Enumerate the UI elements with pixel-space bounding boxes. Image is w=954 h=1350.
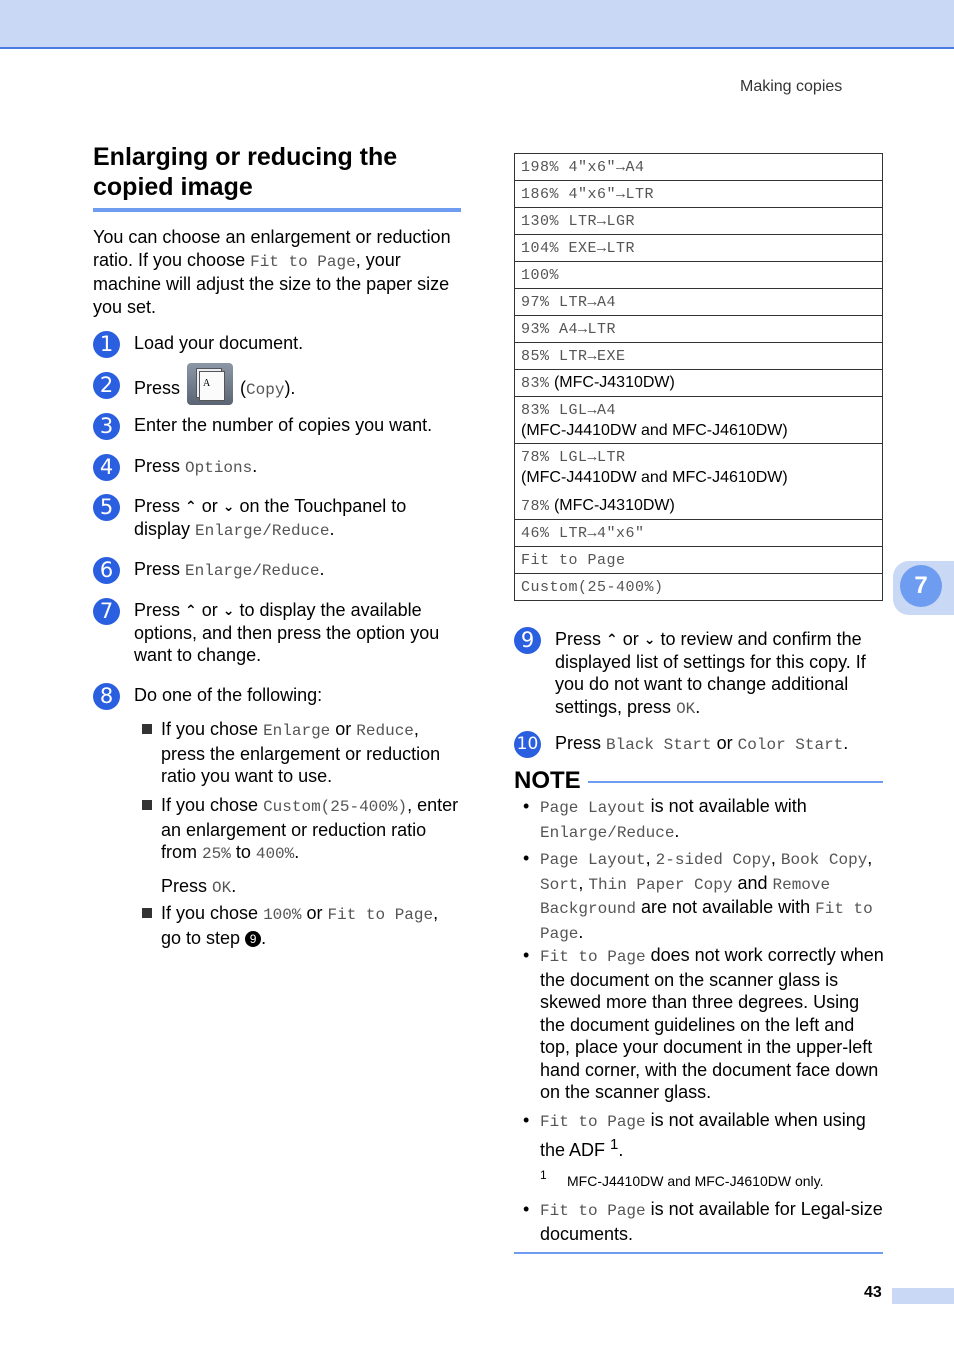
page-number-tab [892,1288,954,1304]
step-number-5: 5 [93,494,120,521]
chevron-down-icon: ⌄ [643,631,656,647]
step-2 [93,373,465,405]
note-bottom-rule [514,1252,883,1254]
chevron-up-icon: ⌃ [185,498,197,514]
note-item-4: • Fit to Page is not available when using the ADF $^1$. [523,1110,866,1160]
chevron-up-icon: ⌃ [185,602,197,618]
step-7 [93,599,465,667]
step-4-text: Press Options. [134,456,258,477]
step-1-text: Load your document. [134,333,304,353]
step-number-6: 6 [93,557,120,584]
note-heading: NOTE [514,767,581,794]
table-row: 130% LTR→LGR [515,208,883,235]
table-row: 97% LTR→A4 [515,289,883,316]
chapter-number: 7 [900,565,942,607]
bullet-dot-icon: • [523,945,530,965]
step-10 [514,732,894,757]
table-row: 100% [515,262,883,289]
step-2-text: Press A (Copy). [134,373,465,405]
table-row: Fit to Page [515,547,883,574]
table-row: 78% LGL→LTR (MFC-J4410DW and MFC-J4610DW) 78% (MFC-J4310DW) [515,444,883,520]
step-6-text: Press Enlarge/Reduce. [134,559,325,580]
step-number-1: 1 [93,331,120,358]
step-number-10: 10 [514,731,541,758]
chevron-up-icon: ⌃ [606,631,618,647]
section-heading [93,142,463,202]
step-9 [514,628,886,720]
square-bullet-icon [142,908,152,918]
table-row: 93% A4→LTR [515,316,883,343]
step-number-9: 9 [514,627,541,654]
table-row: Custom(25-400%) [515,574,883,601]
ratio-table [514,153,883,601]
running-header: Making copies [740,78,843,95]
bullet-custom: If you chose Custom(25-400%), enter an enlargement or reduction ratio from 25% to 400%. Press OK. [142,794,462,899]
step-9-text: Press ⌃ or ⌄ to review and confirm the displayed list of settings for this copy. If you do not want to change additional settings, press OK. [555,629,866,718]
copy-button-icon: A [187,363,233,405]
press-ok-text: Press OK. [161,875,237,897]
square-bullet-icon [142,800,152,810]
step-number-2: 2 [93,372,120,399]
step-4 [93,455,465,480]
step-10-text: Press Black Start or Color Start. [555,733,849,754]
table-row: 46% LTR→4"x6" [515,520,883,547]
step-1 [93,332,465,355]
table-row: 85% LTR→EXE [515,343,883,370]
step-reference-icon: 9 [245,931,261,947]
bullet-dot-icon: • [523,848,530,868]
step-number-4: 4 [93,454,120,481]
step-8 [93,684,465,707]
bullet-dot-icon: • [523,796,530,816]
table-row: 198% 4"x6"→A4 [515,154,883,181]
footnote-marker: 1 [610,1135,619,1153]
table-row: 186% 4"x6"→LTR [515,181,883,208]
step-5-text: Press ⌃ or ⌄ on the Touchpanel to display Enlarge/Reduce. [134,496,407,540]
footnote: 1 MFC-J4410DW and MFC-J4610DW only. [540,1168,824,1189]
step-7-text: Press ⌃ or ⌄ to display the available options, and then press the option you want to change. [134,600,440,665]
step-5 [93,495,465,542]
note-top-rule [588,781,883,783]
step-number-7: 7 [93,598,120,625]
bullet-dot-icon: • [523,1199,530,1219]
step-6 [93,558,465,583]
step-8-text: Do one of the following: [134,685,323,705]
heading-underline [93,208,461,212]
note-item-2: • Page Layout, 2-sided Copy, Book Copy, Sort, Thin Paper Copy and Remove Background are not available with Fit to Page. [523,848,873,943]
step-number-8: 8 [93,683,120,710]
left-column [93,142,463,318]
table-row: 104% EXE→LTR [515,235,883,262]
bullet-100-fit: If you chose 100% or Fit to Page, go to step 9 . [142,902,462,949]
table-row: 83% (MFC-J4310DW) [515,370,883,397]
step-number-3: 3 [93,413,120,440]
chevron-down-icon: ⌄ [222,602,235,618]
step-3-text: Enter the number of copies you want. [134,415,433,435]
step-3 [93,414,465,437]
table-row: 83% LGL→A4 (MFC-J4410DW and MFC-J4610DW) [515,397,883,444]
top-color-band [0,0,954,49]
square-bullet-icon [142,724,152,734]
bullet-enlarge-reduce: If you chose Enlarge or Reduce, press the enlargement or reduction ratio you want to use. [142,718,462,788]
note-item-3: • Fit to Page does not work correctly when the document on the scanner glass is skewed more than three degrees. Using the document guidelines on the left and top, place your document in the upper-left hand corner, with the document face down on the scanner glass. [523,945,884,1102]
note-item-5: • Fit to Page is not available for Legal-size documents. [523,1199,883,1244]
heading-line-1: Enlarging or reducing the [93,143,398,171]
heading-line-2: copied image [93,173,253,201]
page-number: 43 [864,1284,882,1301]
bullet-dot-icon: • [523,1110,530,1130]
chevron-down-icon: ⌄ [222,498,235,514]
intro-paragraph: You can choose an enlargement or reduction ratio. If you choose Fit to Page, your machine will adjust the size to the paper size you set. [93,227,451,317]
note-item-1: • Page Layout is not available with Enlarge/Reduce. [523,796,807,842]
